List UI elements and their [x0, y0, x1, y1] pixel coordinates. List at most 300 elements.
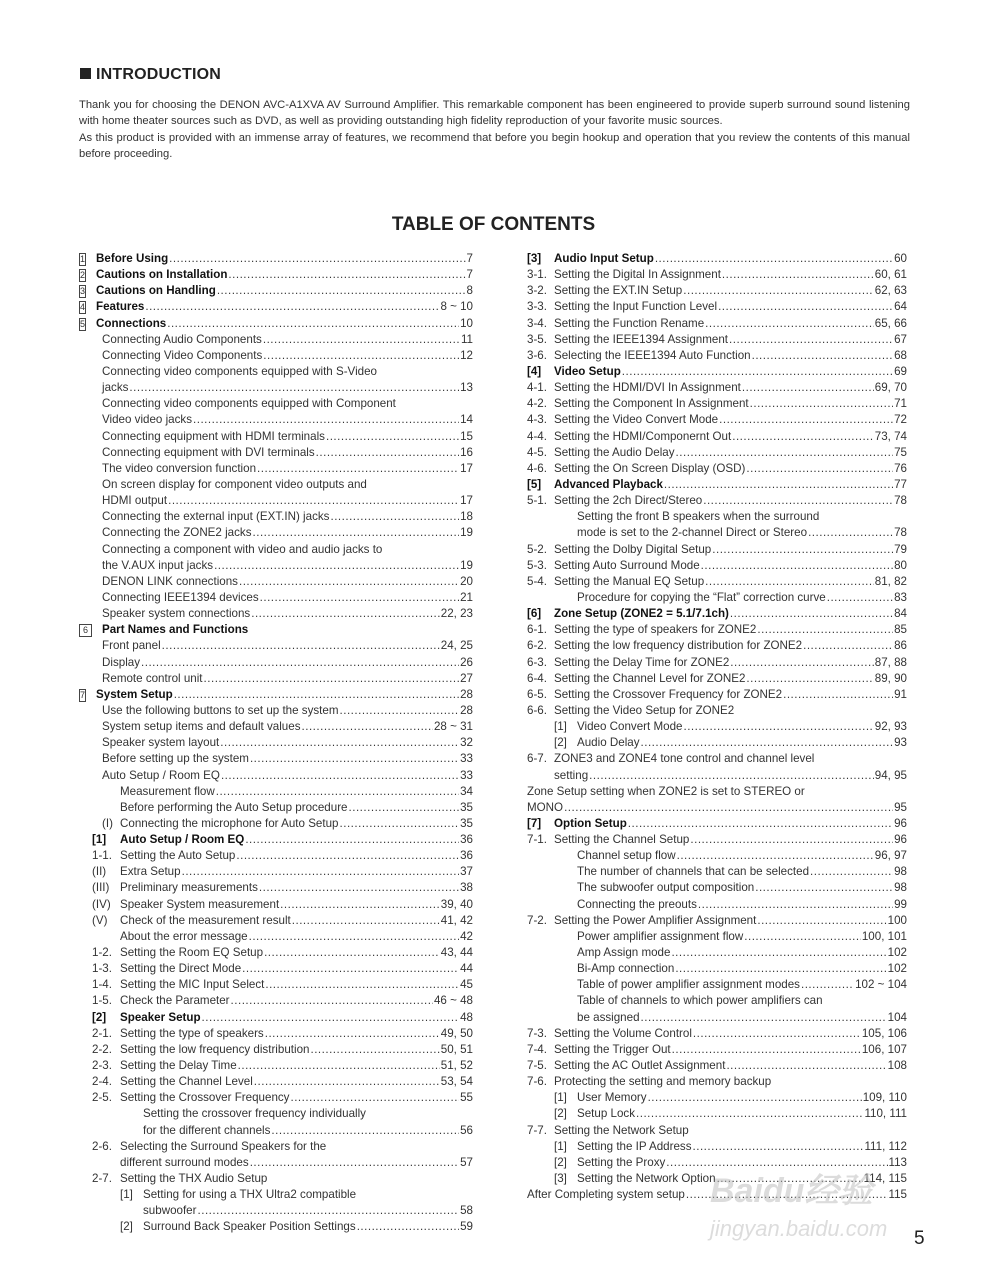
toc-entry-label: Video video jacks — [102, 413, 193, 427]
toc-entry-page: 15 — [460, 429, 473, 443]
dot-leader — [254, 1074, 440, 1090]
dot-leader — [257, 461, 459, 477]
toc-entry — [79, 1171, 473, 1187]
toc-entry — [79, 1026, 473, 1042]
toc-entry — [79, 1058, 473, 1074]
toc-entry-page: 59 — [460, 1220, 473, 1234]
toc-entry-label: mode is set to the 2-channel Direct or Stereo — [577, 526, 808, 540]
toc-entry-page: 36 — [460, 833, 473, 847]
dot-leader — [162, 638, 440, 654]
toc-entry-page: 44 — [460, 962, 473, 976]
toc-entry — [79, 558, 473, 574]
toc-entry-page: 81, 82 — [874, 574, 907, 588]
toc-entry — [527, 477, 907, 493]
toc-entry — [527, 864, 907, 880]
dot-leader — [676, 445, 894, 461]
toc-entry — [527, 412, 907, 428]
toc-entry-label: Audio Delay — [577, 736, 640, 750]
toc-entry-page: 96 — [894, 816, 907, 830]
toc-entry-page: 73, 74 — [874, 429, 907, 443]
toc-entry-number: 4-5. — [527, 445, 547, 459]
dot-leader — [265, 1026, 440, 1042]
toc-entry — [527, 316, 907, 332]
watermark-url: jingyan.baidu.com — [710, 1216, 888, 1241]
dot-leader — [705, 316, 874, 332]
toc-entry-page: 78 — [894, 526, 907, 540]
toc-entry — [527, 1058, 907, 1074]
toc-entry — [527, 816, 907, 832]
toc-entry-label: Before Using — [96, 252, 169, 265]
dot-leader — [671, 945, 886, 961]
toc-entry-page: 84 — [894, 607, 907, 621]
dot-leader — [167, 316, 459, 332]
toc-entry — [527, 638, 907, 654]
toc-entry-label: Before setting up the system — [102, 752, 249, 766]
dot-leader — [259, 880, 459, 896]
dot-leader — [808, 525, 893, 541]
toc-entry-label: for the different channels — [143, 1123, 271, 1137]
toc-entry — [79, 735, 473, 751]
intro-paragraph-2: As this product is provided with an immense array of features, we recommend that before you begin hookup and operation that you review the contents of this manual before proceeding. — [79, 131, 910, 161]
toc-entry-label: Selecting the Surround Speakers for the — [120, 1139, 327, 1153]
dot-leader — [220, 735, 459, 751]
toc-entry — [527, 445, 907, 461]
toc-entry-label: Setting the THX Audio Setup — [120, 1172, 268, 1186]
toc-entry — [79, 1219, 473, 1235]
toc-entry-number: 3-4. — [527, 316, 547, 330]
toc-entry-number: 5-1. — [527, 494, 547, 508]
dot-leader — [169, 251, 465, 267]
toc-entry — [79, 622, 473, 638]
section-number-box: 5 — [80, 318, 86, 329]
toc-entry-page: 22, 23 — [440, 607, 473, 621]
dot-leader — [263, 332, 460, 348]
toc-entry-label: Setting the MIC Input Select — [120, 978, 265, 992]
toc-entry-page: 93 — [894, 736, 907, 750]
toc-entry — [79, 800, 473, 816]
toc-entry-number: (IV) — [92, 897, 111, 911]
watermark-brand: Baidu经验 — [710, 1172, 873, 1210]
dot-leader — [690, 832, 893, 848]
toc-entry — [527, 848, 907, 864]
dot-leader — [228, 267, 465, 283]
toc-entry-label: Setting the Digital In Assignment — [554, 268, 721, 282]
toc-entry-label: Bi-Amp connection — [577, 962, 675, 976]
toc-entry — [79, 897, 473, 913]
toc-entry-number: 6-3. — [527, 655, 547, 669]
toc-entry-number: 2-6. — [92, 1139, 112, 1153]
toc-entry-label: Check the Parameter — [120, 994, 230, 1008]
toc-entry-label: Auto Setup / Room EQ — [120, 833, 245, 847]
toc-entry-page: 109, 110 — [862, 1091, 907, 1105]
dot-leader — [326, 429, 459, 445]
dot-leader — [726, 1058, 886, 1074]
toc-entry-label: Setting the EXT.IN Setup — [554, 284, 683, 298]
toc-entry-page: 11 — [460, 332, 473, 346]
toc-entry-number: [2] — [554, 736, 567, 750]
toc-entry-number: 7-4. — [527, 1042, 547, 1056]
toc-entry-number: (III) — [92, 881, 110, 895]
toc-title: TABLE OF CONTENTS — [391, 214, 596, 235]
toc-entry — [527, 332, 907, 348]
dot-leader — [746, 671, 873, 687]
dot-leader — [827, 590, 893, 606]
toc-entry — [527, 525, 907, 541]
toc-entry — [79, 299, 473, 315]
toc-entry-number: [7] — [527, 816, 542, 830]
toc-entry-number: 6-7. — [527, 752, 547, 766]
toc-entry — [79, 1123, 473, 1139]
dot-leader — [310, 1042, 439, 1058]
toc-entry-label: Connecting video components equipped with S-Video — [102, 364, 378, 378]
toc-entry — [79, 477, 473, 493]
toc-entry-number: [2] — [554, 1155, 567, 1169]
toc-entry — [79, 412, 473, 428]
toc-entry-label: Connecting equipment with HDMI terminals — [102, 429, 325, 443]
dot-leader — [302, 719, 433, 735]
toc-entry-label: Setting the Network Setup — [554, 1123, 689, 1137]
toc-entry-label: Setting the AC Outlet Assignment — [554, 1059, 726, 1073]
toc-entry-number: 1-5. — [92, 994, 112, 1008]
dot-leader — [182, 864, 460, 880]
dot-leader — [193, 412, 459, 428]
toc-entry-number: 7-2. — [527, 913, 547, 927]
toc-entry-page: 24, 25 — [440, 639, 473, 653]
toc-entry — [79, 671, 473, 687]
toc-entry-number: 2-3. — [92, 1059, 112, 1073]
dot-leader — [703, 493, 893, 509]
toc-entry — [527, 1139, 907, 1155]
dot-leader — [168, 493, 459, 509]
section-number-box: 6 — [79, 624, 92, 637]
toc-entry — [527, 1074, 907, 1090]
toc-entry-label: Setting the Audio Delay — [554, 445, 675, 459]
toc-entry-page: 85 — [894, 623, 907, 637]
toc-entry-page: 94, 95 — [874, 768, 907, 782]
toc-entry-label: Extra Setup — [120, 865, 181, 879]
toc-entry — [527, 574, 907, 590]
dot-leader — [683, 283, 874, 299]
toc-entry — [79, 1010, 473, 1026]
dot-leader — [250, 1155, 459, 1171]
toc-entry-page: 51, 52 — [440, 1059, 473, 1073]
dot-leader — [280, 897, 440, 913]
toc-entry — [79, 380, 473, 396]
toc-entry — [79, 768, 473, 784]
toc-entry — [79, 542, 473, 558]
toc-entry-label: Setting the HDMI/Componernt Out — [554, 429, 732, 443]
toc-entry — [79, 1042, 473, 1058]
dot-leader — [217, 283, 466, 299]
toc-entry-label: Setting for using a THX Ultra2 compatible — [143, 1188, 357, 1202]
section-number-box: 7 — [80, 689, 86, 700]
toc-entry-label: Setting the 2ch Direct/Stereo — [554, 494, 703, 508]
toc-entry-page: 19 — [460, 526, 473, 540]
toc-entry-number: [5] — [527, 477, 542, 491]
dot-leader — [174, 687, 459, 703]
toc-entry-page: 72 — [894, 413, 907, 427]
toc-entry-label: ZONE3 and ZONE4 tone control and channel level — [554, 752, 815, 766]
dot-leader — [641, 735, 894, 751]
toc-entry-number: 4-2. — [527, 397, 547, 411]
toc-entry-page: 16 — [460, 445, 473, 459]
toc-entry-label: Setting the IEEE1394 Assignment — [554, 332, 729, 346]
toc-entry-page: 56 — [460, 1123, 473, 1137]
intro-paragraph-1: Thank you for choosing the DENON AVC-A1XVA AV Surround Amplifier. This remarkable component has been engineered to provide superb surround sound listening with home theater sources such as DVD, as well as providing outstanding high fidelity reproduction of your favorite music sources. — [79, 99, 910, 128]
toc-entry — [79, 832, 473, 848]
toc-entry-label: Connecting the microphone for Auto Setup — [120, 816, 339, 830]
toc-entry-label: subwoofer — [143, 1204, 197, 1218]
toc-entry — [79, 348, 473, 364]
toc-entry-number: 1-3. — [92, 962, 112, 976]
toc-entry-number: 2-1. — [92, 1026, 112, 1040]
toc-entry-page: 110, 111 — [864, 1107, 907, 1121]
toc-entry — [79, 655, 473, 671]
dot-leader — [141, 655, 459, 671]
dot-leader — [249, 929, 459, 945]
page-number: 5 — [914, 1228, 925, 1249]
toc-entry — [527, 1010, 907, 1026]
toc-entry — [527, 509, 907, 525]
toc-entry-number: 3-3. — [527, 300, 547, 314]
toc-entry-label: Setting the Direct Mode — [120, 962, 242, 976]
toc-entry — [527, 429, 907, 445]
dot-leader — [752, 348, 894, 364]
dot-leader — [719, 412, 893, 428]
toc-entry-label: Zone Setup setting when ZONE2 is set to STEREO or — [527, 784, 805, 798]
toc-entry-number: [6] — [527, 607, 542, 621]
toc-entry-page: 53, 54 — [440, 1075, 473, 1089]
toc-entry-number: [2] — [120, 1220, 133, 1234]
toc-entry-number: (I) — [102, 816, 113, 830]
toc-entry — [527, 832, 907, 848]
toc-entry-page: 33 — [460, 768, 473, 782]
dot-leader — [330, 509, 459, 525]
toc-entry-label: Amp Assign mode — [577, 946, 671, 960]
dot-leader — [239, 574, 459, 590]
toc-entry-page: 68 — [894, 348, 907, 362]
dot-leader — [265, 977, 459, 993]
toc-entry-page: 77 — [894, 477, 907, 491]
toc-entry — [527, 655, 907, 671]
toc-entry — [79, 816, 473, 832]
toc-entry-page: 42 — [460, 929, 473, 943]
section-number-box: 3 — [80, 286, 86, 297]
toc-entry-label: Before performing the Auto Setup procedure — [120, 800, 348, 814]
toc-entry — [79, 929, 473, 945]
toc-entry-number: [1] — [92, 833, 107, 847]
toc-entry — [79, 493, 473, 509]
toc-entry — [79, 461, 473, 477]
toc-entry-label: Video Setup — [554, 364, 621, 378]
toc-entry — [79, 1106, 473, 1122]
toc-entry-page: 75 — [894, 445, 907, 459]
toc-entry — [79, 509, 473, 525]
toc-entry — [79, 1155, 473, 1171]
toc-entry-label: setting — [554, 768, 589, 782]
toc-entry-page: 36 — [460, 849, 473, 863]
dot-leader — [589, 768, 874, 784]
toc-entry — [527, 1106, 907, 1122]
toc-entry-label: Features — [96, 300, 145, 314]
dot-leader — [236, 848, 459, 864]
toc-entry — [79, 703, 473, 719]
toc-entry-number: 3-6. — [527, 348, 547, 362]
dot-leader — [718, 299, 893, 315]
toc-entry — [79, 1203, 473, 1219]
toc-entry — [527, 364, 907, 380]
toc-entry-page: 13 — [460, 381, 473, 395]
toc-entry — [79, 913, 473, 929]
toc-entry-label: Connecting Audio Components — [102, 332, 262, 346]
toc-entry-page: 96 — [894, 833, 907, 847]
toc-entry-label: Selecting the IEEE1394 Auto Function — [554, 348, 751, 362]
toc-entry-label: Connecting Video Components — [102, 348, 263, 362]
toc-entry-label: Setting the front B speakers when the surround — [577, 510, 820, 524]
toc-entry-number: 5-2. — [527, 542, 547, 556]
toc-entry-page: 86 — [894, 639, 907, 653]
toc-entry-label: Setting the low frequency distribution — [120, 1042, 310, 1056]
toc-entry-number: 6-1. — [527, 623, 547, 637]
toc-entry — [527, 671, 907, 687]
toc-entry — [527, 703, 907, 719]
toc-entry-number: 4-1. — [527, 381, 547, 395]
toc-entry-label: Setting the Crossover Frequency — [120, 1091, 290, 1105]
toc-entry-page: 49, 50 — [440, 1026, 473, 1040]
toc-entry-page: 28 — [460, 687, 473, 701]
toc-entry-label: User Memory — [577, 1091, 647, 1105]
toc-entry-page: 21 — [460, 590, 473, 604]
toc-entry-number: 6-5. — [527, 687, 547, 701]
toc-entry — [527, 493, 907, 509]
toc-entry-number: 6-4. — [527, 671, 547, 685]
dot-leader — [292, 913, 440, 929]
toc-entry-page: 37 — [460, 865, 473, 879]
toc-entry-label: Check of the measurement result — [120, 913, 291, 927]
toc-entry-label: On screen display for component video outputs and — [102, 477, 367, 491]
toc-entry-label: Part Names and Functions — [102, 623, 249, 637]
dot-leader — [628, 816, 893, 832]
toc-entry — [79, 945, 473, 961]
toc-entry — [527, 977, 907, 993]
toc-entry-label: After Completing system setup — [527, 1188, 685, 1202]
toc-entry-label: Setting the Volume Control — [554, 1026, 692, 1040]
dot-leader — [675, 961, 886, 977]
toc-entry-page: 33 — [460, 752, 473, 766]
toc-entry-page: 35 — [460, 800, 473, 814]
toc-entry-page: 14 — [460, 413, 473, 427]
toc-entry-label: Cautions on Handling — [96, 284, 216, 298]
toc-entry — [527, 396, 907, 412]
toc-entry-label: Setting Auto Surround Mode — [554, 558, 700, 572]
toc-entry-label: Cautions on Installation — [96, 268, 228, 282]
toc-entry-label: Setting the Input Function Level — [554, 300, 718, 314]
toc-entry-label: Procedure for copying the “Flat” correction curve — [577, 590, 826, 604]
dot-leader — [622, 364, 893, 380]
toc-entry-number: 7-1. — [527, 833, 547, 847]
toc-entry-number: 1-1. — [92, 849, 112, 863]
dot-leader — [340, 816, 460, 832]
toc-entry — [527, 800, 907, 816]
toc-entry — [79, 316, 473, 332]
toc-entry-page: 28 — [460, 703, 473, 717]
dot-leader — [231, 993, 433, 1009]
toc-entry — [79, 267, 473, 283]
toc-entry-page: 98 — [894, 881, 907, 895]
toc-entry — [79, 445, 473, 461]
toc-entry-number: 2-7. — [92, 1172, 112, 1186]
toc-entry-number: 2-2. — [92, 1042, 112, 1056]
toc-entry-label: Use the following buttons to set up the system — [102, 703, 339, 717]
toc-entry-page: 89, 90 — [874, 671, 907, 685]
toc-entry — [79, 784, 473, 800]
toc-entry-label: Speaker system connections — [102, 607, 251, 621]
toc-entry — [527, 719, 907, 735]
toc-entry — [79, 574, 473, 590]
dot-leader — [198, 1203, 460, 1219]
section-number-box: 4 — [80, 302, 86, 313]
toc-entry-page: 79 — [894, 542, 907, 556]
toc-entry — [79, 848, 473, 864]
dot-leader — [803, 638, 893, 654]
toc-entry — [527, 687, 907, 703]
dot-leader — [242, 961, 459, 977]
toc-entry-page: 69, 70 — [874, 381, 907, 395]
toc-entry-label: Zone Setup (ZONE2 = 5.1/7.1ch) — [554, 607, 729, 621]
toc-entry-label: Setting the Crossover Frequency for ZONE2 — [554, 687, 783, 701]
dot-leader — [744, 929, 861, 945]
toc-entry — [527, 993, 907, 1009]
toc-entry-label: Setting the Component In Assignment — [554, 397, 749, 411]
toc-entry-page: 34 — [460, 784, 473, 798]
toc-entry-label: Channel setup flow — [577, 849, 676, 863]
toc-entry-label: The subwoofer output composition — [577, 881, 755, 895]
toc-entry-label: Setting the HDMI/DVI In Assignment — [554, 381, 741, 395]
intro-heading — [80, 66, 221, 84]
dot-leader — [722, 267, 874, 283]
toc-entry-page: 104 — [887, 1010, 907, 1024]
baidu-watermark — [700, 1158, 940, 1248]
toc-entry-page: 35 — [460, 816, 473, 830]
toc-entry-page: 48 — [460, 1010, 473, 1024]
toc-entry-number: [1] — [554, 1139, 567, 1153]
toc-entry-label: Setting the Dolby Digital Setup — [554, 542, 712, 556]
toc-entry — [79, 961, 473, 977]
section-number-box: 2 — [80, 270, 86, 281]
dot-leader — [701, 558, 893, 574]
toc-entry — [79, 283, 473, 299]
toc-entry-page: 19 — [460, 558, 473, 572]
toc-entry-number: [2] — [554, 1107, 567, 1121]
dot-leader — [730, 606, 893, 622]
toc-entry-page: 45 — [460, 978, 473, 992]
toc-entry-label: Connecting the external input (EXT.IN) jacks — [102, 510, 330, 524]
toc-entry — [527, 1042, 907, 1058]
toc-entry — [79, 1090, 473, 1106]
toc-entry-number: 2-5. — [92, 1091, 112, 1105]
toc-entry — [79, 251, 473, 267]
dot-leader — [641, 1010, 887, 1026]
toc-entry-page: 113 — [888, 1155, 907, 1169]
toc-entry-number: [3] — [527, 252, 542, 265]
toc-entry-page: 87, 88 — [874, 655, 907, 669]
toc-entry-page: 100 — [887, 913, 907, 927]
toc-entry-page: 43, 44 — [440, 946, 473, 960]
toc-entry-number: (II) — [92, 865, 107, 879]
toc-entry-label: Setting the Manual EQ Setup — [554, 574, 705, 588]
dot-leader — [732, 429, 874, 445]
toc-entry-page: 7 — [466, 268, 473, 282]
